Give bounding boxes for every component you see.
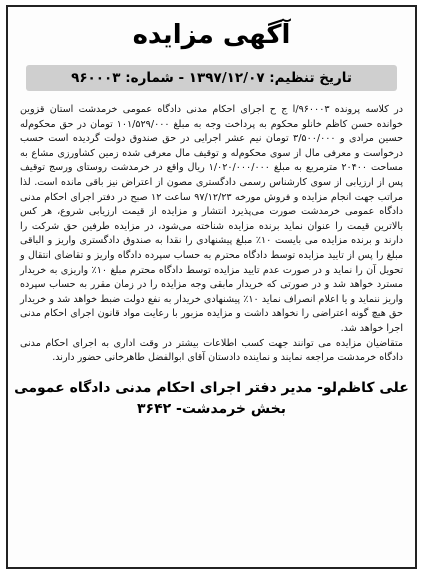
number-value: ۹۶۰۰۰۳ [71,70,121,86]
number-label: شماره: [125,70,174,86]
date-separator: - [173,70,189,86]
signature-line-2: بخش خرمدشت- ۳۶۴۲ [136,400,287,417]
signature-block [8,378,415,420]
notice-title: آگهی مزایده [132,20,291,50]
body-paragraph-contact: متقاضیان مزایده می توانند جهت کسب اطلاعات بیشتر در وقت اداری به اجرای احکام مدنی دادگاه خرمدشت مراجعه نمایند و نماینده دادستان آقای ابوالفضل طاهرخانی حضور دارند. [20,337,403,364]
date-label: تاریخ تنظیم: [269,70,352,86]
notice-body [20,103,403,366]
date-number-bar [26,65,397,91]
date-value: ۱۳۹۷/۱۲/۰۷ [188,70,265,86]
body-paragraph-main: در کلاسه پرونده ۹۶۰۰۰۳/ا ج ح اجرای احکام مدنی دادگاه عمومی خرمدشت استان قزوین خوانده حسن کاظم خانلو محکوم به پرداخت وجه به مبلغ ۱۰۱/۵۲۹/۰۰۰ تومان در حق محکوم‌له حسین مرادی و ۳/۵۰۰/۰۰۰ تومان نیم عشر اجرایی در حق صندوق دولت گردیده است حسب درخواست و معرفی مال از سوی محکوم‌له و توقیف مال معرفی شده زمین کشاورزی مشاع به مساحت ۲۰۴۰۰ مترمربع به مبلغ ۱/۰۲۰/۰۰۰/۰۰۰ ریال واقع در خرمدشت روستای ورسج توقیف پس از ارزیابی از سوی کارشناس رسمی دادگستری مصون از اعتراض نیز باقی مانده است. لذا مراتب جهت انجام مزایده و فروش مورخه ۹۷/۱۲/۲۳ ساعت ۱۲ صبح در دفتر اجرای احکام مدنی دادگاه عمومی خرمدشت صورت می‌پذیرد انتشار و مزایده از قیمت ارزیابی شروع، هر کس بالاترین قیمت را عنوان نماید برنده مزایده شناخته می‌شود، در مزایده طرفین حق شرکت را دارند و برنده مزایده می بایست ۱۰٪ مبلغ پیشنهادی را نقدا به صندوق دادگستری واریز و الباقی مبلغ را پس از تایید مزایده توسط دادگاه محترم به حساب سپرده دادگاه واریز و تقاضای انتقال و تحویل آن را نماید و در صورت عدم تایید مزایده توسط دادگاه محترم مبلغ ۱۰٪ واریزی به خریدار مسترد خواهد شد و در صورتی که خریدار مابقی وجه مزایده را در زمان مقرر به حساب سپرده واریز ننماید و یا اعلام انصراف نماید ۱۰٪ پیشنهادی خریدار به نفع دولت ضبط خواهد شد و خریدار حق هیچ گونه اعتراضی را نخواهد داشت و مزایده مزبور با رعایت مواد قانون اجرای احکام مدنی اجرا خواهد شد. [20,104,404,334]
signature-line-1: علی کاظم‌لو- مدیر دفتر اجرای احکام مدنی دادگاه عمومی [14,379,409,396]
auction-notice [6,5,417,569]
